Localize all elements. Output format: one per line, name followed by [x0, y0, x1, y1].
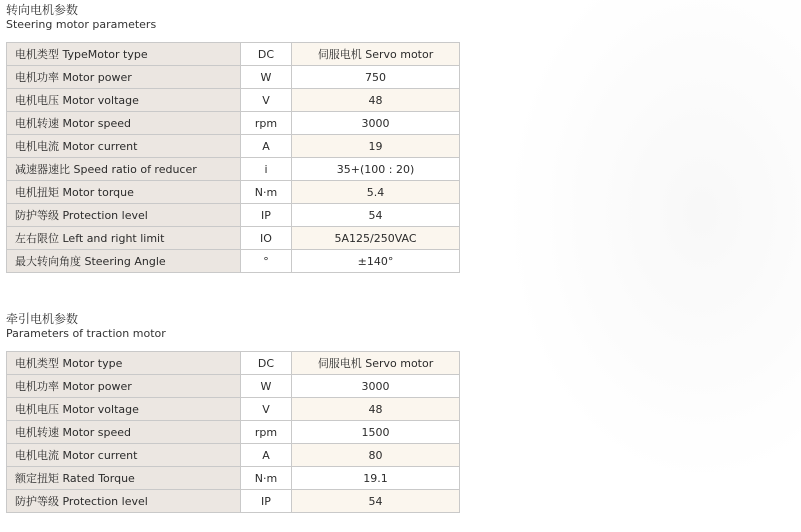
param-name: 电机类型 TypeMotor type — [7, 43, 241, 66]
param-value: 54 — [292, 204, 460, 227]
param-unit: V — [241, 89, 292, 112]
param-unit: W — [241, 375, 292, 398]
param-unit: W — [241, 66, 292, 89]
table-row — [7, 181, 460, 204]
param-unit: N·m — [241, 181, 292, 204]
param-value: 35+(100 : 20) — [292, 158, 460, 181]
param-unit: IO — [241, 227, 292, 250]
traction-title-cn: 牵引电机参数 — [6, 312, 79, 326]
param-name: 减速器速比 Speed ratio of reducer — [7, 158, 241, 181]
param-unit: DC — [241, 43, 292, 66]
param-value: 伺服电机 Servo motor — [292, 43, 460, 66]
param-name: 防护等级 Protection level — [7, 490, 241, 513]
param-unit: DC — [241, 352, 292, 375]
param-value: 伺服电机 Servo motor — [292, 352, 460, 375]
param-name: 电机转速 Motor speed — [7, 112, 241, 135]
traction-title-en: Parameters of traction motor — [6, 327, 166, 340]
param-unit: IP — [241, 490, 292, 513]
table-row — [7, 250, 460, 273]
table-row — [7, 135, 460, 158]
param-unit: rpm — [241, 421, 292, 444]
param-unit: V — [241, 398, 292, 421]
param-value: 5.4 — [292, 181, 460, 204]
param-value: 3000 — [292, 375, 460, 398]
table-row — [7, 89, 460, 112]
param-value: 750 — [292, 66, 460, 89]
param-unit: A — [241, 135, 292, 158]
table-row — [7, 227, 460, 250]
param-unit: IP — [241, 204, 292, 227]
param-name: 电机电压 Motor voltage — [7, 398, 241, 421]
table-row — [7, 490, 460, 513]
steering-motor-section — [6, 3, 460, 273]
table-row — [7, 158, 460, 181]
param-value: 19.1 — [292, 467, 460, 490]
table-row — [7, 352, 460, 375]
param-name: 最大转向角度 Steering Angle — [7, 250, 241, 273]
traction-motor-section — [6, 312, 460, 513]
param-value: 1500 — [292, 421, 460, 444]
param-unit: rpm — [241, 112, 292, 135]
param-name: 电机电流 Motor current — [7, 444, 241, 467]
param-name: 电机电压 Motor voltage — [7, 89, 241, 112]
param-name: 额定扭矩 Rated Torque — [7, 467, 241, 490]
param-name: 电机功率 Motor power — [7, 375, 241, 398]
table-row — [7, 467, 460, 490]
param-value: 19 — [292, 135, 460, 158]
param-value: 80 — [292, 444, 460, 467]
param-value: ±140° — [292, 250, 460, 273]
param-name: 电机电流 Motor current — [7, 135, 241, 158]
param-unit: i — [241, 158, 292, 181]
param-unit: N·m — [241, 467, 292, 490]
param-name: 电机功率 Motor power — [7, 66, 241, 89]
steering-title-en: Steering motor parameters — [6, 18, 157, 31]
table-row — [7, 112, 460, 135]
table-row — [7, 375, 460, 398]
param-name: 左右限位 Left and right limit — [7, 227, 241, 250]
traction-params-table — [6, 351, 460, 513]
table-row — [7, 43, 460, 66]
table-row — [7, 398, 460, 421]
param-value: 3000 — [292, 112, 460, 135]
table-row — [7, 421, 460, 444]
background-decoration — [471, 0, 801, 532]
steering-params-table — [6, 42, 460, 273]
param-name: 电机类型 Motor type — [7, 352, 241, 375]
param-name: 电机扭矩 Motor torque — [7, 181, 241, 204]
param-value: 54 — [292, 490, 460, 513]
param-unit: ° — [241, 250, 292, 273]
param-value: 5A125/250VAC — [292, 227, 460, 250]
table-row — [7, 204, 460, 227]
param-unit: A — [241, 444, 292, 467]
table-row — [7, 66, 460, 89]
steering-title-cn: 转向电机参数 — [6, 3, 79, 17]
param-value: 48 — [292, 398, 460, 421]
param-name: 防护等级 Protection level — [7, 204, 241, 227]
table-row — [7, 444, 460, 467]
param-value: 48 — [292, 89, 460, 112]
param-name: 电机转速 Motor speed — [7, 421, 241, 444]
